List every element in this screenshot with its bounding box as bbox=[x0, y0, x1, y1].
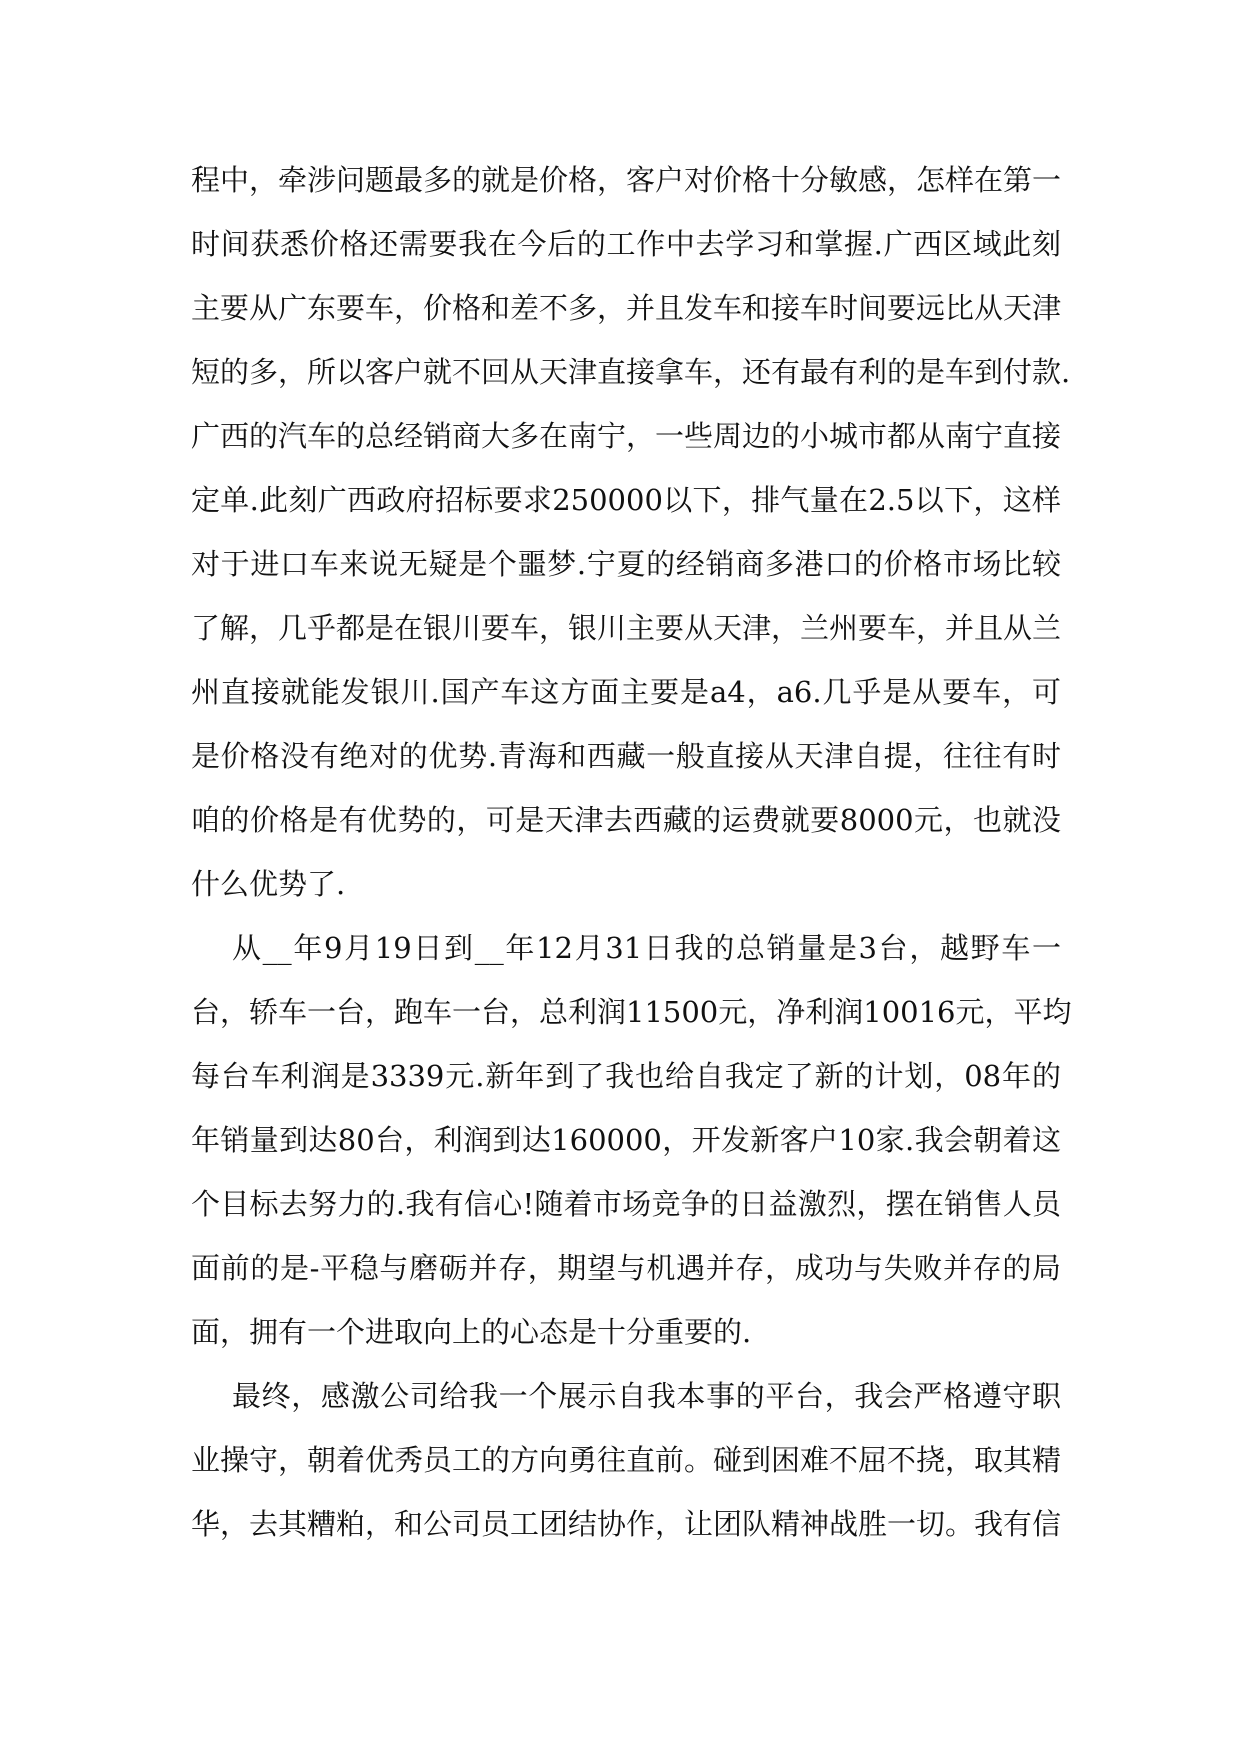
text-line: 时间获悉价格还需要我在今后的工作中去学习和掌握.广西区域此刻 bbox=[191, 227, 1061, 261]
body-text bbox=[191, 148, 1072, 1556]
text-line: 了解，几乎都是在银川要车，银川主要从天津，兰州要车，并且从兰 bbox=[191, 611, 1062, 645]
paragraph-first-line: 最终，感激公司给我一个展示自我本事的平台，我会严格遵守职 bbox=[232, 1379, 1061, 1413]
text-line: 广西的汽车的总经销商大多在南宁，一些周边的小城市都从南宁直接 bbox=[191, 419, 1062, 453]
text-line: 州直接就能发银川.国产车这方面主要是a4，a6.几乎是从要车，可 bbox=[191, 675, 1061, 709]
text-line: 咱的价格是有优势的，可是天津去西藏的运费就要8000元，也就没 bbox=[191, 803, 1061, 837]
text-line: 短的多，所以客户就不回从天津直接拿车，还有最有利的是车到付款. bbox=[191, 355, 1071, 389]
text-line: 是价格没有绝对的优势.青海和西藏一般直接从天津自提，往往有时 bbox=[191, 739, 1061, 773]
text-line: 年销量到达80台，利润到达160000，开发新客户10家.我会朝着这 bbox=[191, 1123, 1061, 1157]
paragraph-first-line: 从__年9月19日到__年12月31日我的总销量是3台，越野车一 bbox=[232, 931, 1061, 965]
text-line: 定单.此刻广西政府招标要求250000以下，排气量在2.5以下，这样 bbox=[191, 483, 1061, 517]
text-line: 主要从广东要车，价格和差不多，并且发车和接车时间要远比从天津 bbox=[191, 291, 1062, 325]
text-line: 华，去其糟粕，和公司员工团结协作，让团队精神战胜一切。我有信 bbox=[191, 1507, 1062, 1541]
text-line: 程中，牵涉问题最多的就是价格，客户对价格十分敏感，怎样在第一 bbox=[191, 163, 1062, 197]
text-line: 对于进口车来说无疑是个噩梦.宁夏的经销商多港口的价格市场比较 bbox=[191, 547, 1061, 581]
text-line: 什么优势了. bbox=[191, 867, 346, 901]
text-line: 面前的是-平稳与磨砺并存，期望与机遇并存，成功与失败并存的局 bbox=[191, 1251, 1061, 1285]
text-line: 业操守，朝着优秀员工的方向勇往直前。碰到困难不屈不挠，取其精 bbox=[191, 1443, 1062, 1477]
text-line: 面，拥有一个进取向上的心态是十分重要的. bbox=[191, 1315, 752, 1349]
text-line: 个目标去努力的.我有信心!随着市场竞争的日益激烈，摆在销售人员 bbox=[191, 1187, 1061, 1221]
text-line: 台，轿车一台，跑车一台，总利润11500元，净利润10016元，平均 bbox=[191, 995, 1072, 1029]
text-line: 每台车利润是3339元.新年到了我也给自我定了新的计划，08年的 bbox=[191, 1059, 1061, 1093]
